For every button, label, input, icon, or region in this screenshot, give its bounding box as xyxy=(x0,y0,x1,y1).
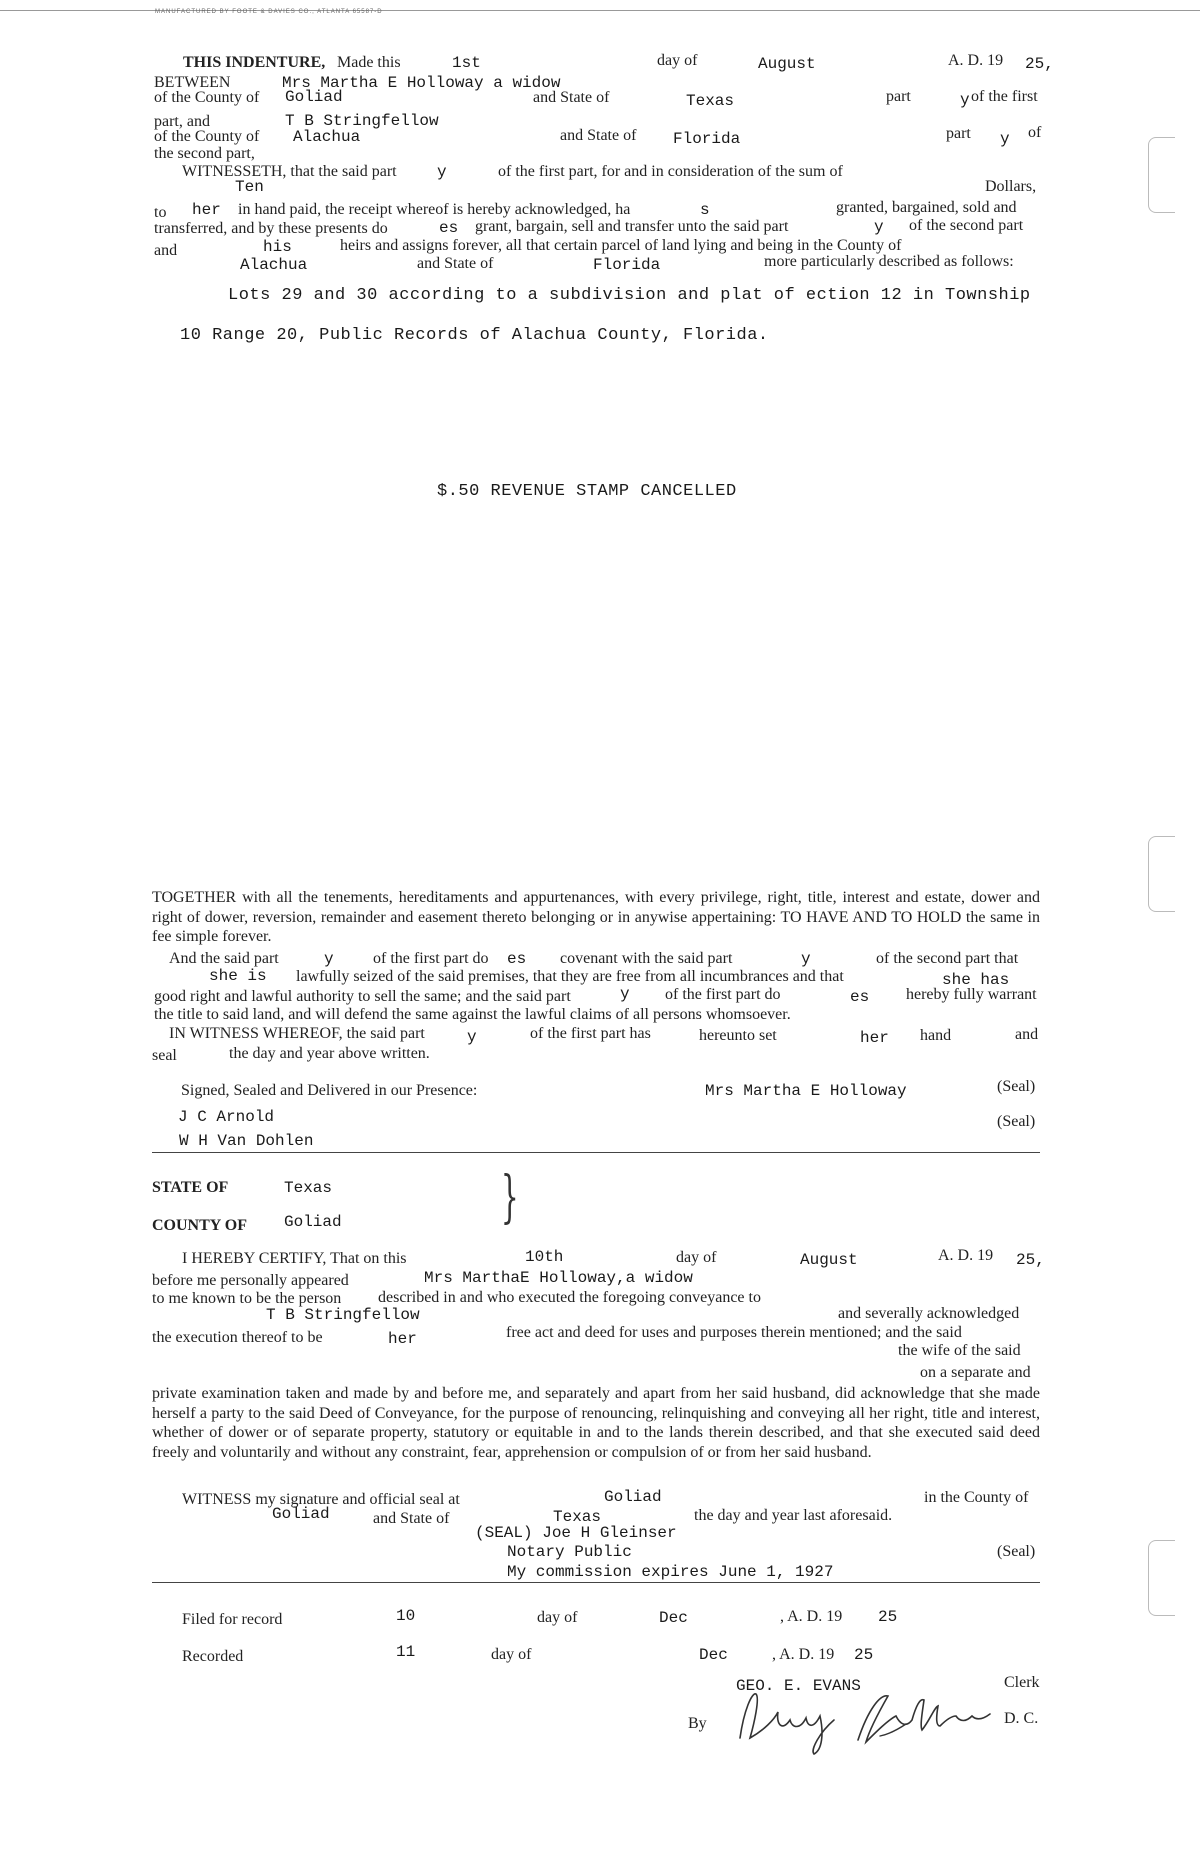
deed-year: 25, xyxy=(1025,55,1054,73)
grantor-pronoun: her xyxy=(192,201,221,219)
county-of-label: COUNTY OF xyxy=(152,1217,247,1234)
witnesseth-label: WITNESSETH, that the said part xyxy=(182,163,397,180)
binder-hole-icon xyxy=(1148,137,1175,213)
notary-name: (SEAL) Joe H Gleinser xyxy=(475,1524,677,1542)
grantor-name: Mrs Martha E Holloway a widow xyxy=(282,74,561,92)
hand-label: hand xyxy=(920,1027,952,1044)
consideration-amount: Ten xyxy=(235,178,264,196)
grantor-pronoun: she has xyxy=(942,971,1010,989)
witness-signature: W H Van Dohlen xyxy=(179,1132,314,1150)
free-act-label: free act and deed for uses and purposes therein mentioned; and the said xyxy=(506,1324,962,1341)
grantor-pronoun: her xyxy=(388,1330,417,1348)
known-label: to me known to be the person xyxy=(152,1290,342,1307)
of-county-label: of the County of xyxy=(154,128,260,145)
seized-clause: lawfully seized of the said premises, that they are free from all incumbrances and that xyxy=(296,968,844,985)
transferred-clause: transferred, and by these presents do xyxy=(154,220,388,237)
grantee-state: Florida xyxy=(673,130,741,148)
grantee-county: Alachua xyxy=(293,128,361,146)
clerk-label: Clerk xyxy=(1004,1674,1040,1691)
does-suffix: es xyxy=(850,988,870,1006)
hereunto-clause: hereunto set xyxy=(699,1027,777,1044)
commission-expiry: My commission expires June 1, 1927 xyxy=(507,1563,834,1581)
property-county: Alachua xyxy=(240,256,308,274)
wife-label: the wife of the said xyxy=(898,1342,1021,1359)
ack-state: Texas xyxy=(284,1179,333,1197)
before-me-label: before me personally appeared xyxy=(152,1272,349,1289)
in-witness-clause: of the first part has xyxy=(530,1025,651,1042)
severally-label: and severally acknowledged xyxy=(838,1305,1020,1322)
revenue-stamp-note: $.50 REVENUE STAMP CANCELLED xyxy=(437,482,737,501)
day-of-label: day of xyxy=(537,1609,578,1626)
consideration-label: of the first part, for and in consideration of the sum of xyxy=(498,163,843,180)
ack-state: Texas xyxy=(553,1508,602,1526)
in-witness-clause: IN WITNESS WHEREOF, the said part xyxy=(169,1025,425,1042)
witness-signature: J C Arnold xyxy=(178,1108,275,1126)
brace-icon: } xyxy=(500,1165,519,1230)
heirs-clause: heirs and assigns forever, all that certain parcel of land lying and being in the County of xyxy=(340,237,902,254)
grantor-signature: Mrs Martha E Holloway xyxy=(705,1082,907,1100)
part-suffix: y xyxy=(324,950,334,968)
of-county-label: of the County of xyxy=(154,89,260,106)
appeared-name: Mrs MarthaE Holloway,a widow xyxy=(424,1269,693,1287)
grantee-pronoun: his xyxy=(263,238,292,256)
and-state-label: and State of xyxy=(373,1510,450,1527)
ad-label: A. D. 19 xyxy=(948,52,1004,69)
ad-label: , A. D. 19 xyxy=(780,1608,843,1625)
part-suffix: y xyxy=(801,950,811,968)
warrant-clause: hereby fully warrant xyxy=(906,986,1037,1003)
deputy-clerk-signature-icon xyxy=(730,1680,1010,1760)
covenant-clause: And the said part xyxy=(169,950,279,967)
does-suffix: es xyxy=(507,950,527,968)
ack-place: Goliad xyxy=(604,1488,662,1506)
authority-clause: of the first part do xyxy=(665,986,781,1003)
and-state-label: and State of xyxy=(417,255,494,272)
filed-day: 10 xyxy=(396,1607,416,1625)
indenture-heading: THIS INDENTURE, xyxy=(183,54,326,71)
and-state-label: and State of xyxy=(560,127,637,144)
second-part-clause: of the second part xyxy=(909,217,1024,234)
part-suffix: y xyxy=(467,1028,477,1046)
grantee-name: T B Stringfellow xyxy=(285,112,439,130)
day-of-label: day of xyxy=(676,1249,717,1266)
signature-rule xyxy=(152,1152,1040,1153)
recorded-label: Recorded xyxy=(182,1648,244,1665)
to-label: to xyxy=(154,204,167,221)
ad-label: A. D. 19 xyxy=(938,1247,994,1264)
ack-year: 25, xyxy=(1016,1251,1045,1269)
second-part-label: the second part, xyxy=(154,145,255,162)
ack-county: Goliad xyxy=(284,1213,342,1231)
filed-label: Filed for record xyxy=(182,1611,283,1628)
part-suffix: y xyxy=(960,91,970,109)
ack-grantee: T B Stringfellow xyxy=(266,1306,420,1324)
day-of-label: day of xyxy=(491,1646,532,1663)
defend-clause: the title to said land, and will defend the same against the lawful claims of all persons whomsoever. xyxy=(154,1006,791,1023)
ack-month: August xyxy=(800,1251,858,1269)
ad-label: , A. D. 19 xyxy=(772,1646,835,1663)
between-label: BETWEEN xyxy=(154,74,231,91)
seal-label: seal xyxy=(152,1047,177,1064)
clerk-name: GEO. E. EVANS xyxy=(736,1677,861,1695)
binder-hole-icon xyxy=(1148,1540,1175,1616)
covenant-clause: of the second part that xyxy=(876,950,1019,967)
deed-day: 1st xyxy=(452,54,481,72)
grantor-pronoun: she is xyxy=(209,967,267,985)
grant-clause: grant, bargain, sell and transfer unto the said part xyxy=(475,218,789,235)
grantor-county: Goliad xyxy=(285,88,343,106)
separate-label: on a separate and xyxy=(920,1364,1031,1381)
grantor-pronoun: her xyxy=(860,1029,889,1047)
recorded-month: Dec xyxy=(699,1646,728,1664)
date-clause: the day and year above written. xyxy=(229,1045,430,1062)
in-county-label: in the County of xyxy=(924,1489,1029,1506)
of-first-label: of the first xyxy=(971,88,1038,105)
covenant-clause: covenant with the said part xyxy=(560,950,733,967)
deed-month: August xyxy=(758,55,816,73)
ack-day: 10th xyxy=(525,1248,564,1266)
together-clause: TOGETHER with all the tenements, hereditaments and appurtenances, with every privilege, right, title, interest and estate, dower and right of dower, reversion, remainder and easement thereto belonging or in anywise appertaining: TO HAVE AND TO HOLD the same in fee simple forever. xyxy=(152,889,1040,945)
property-state: Florida xyxy=(593,256,661,274)
of-label: of xyxy=(1028,124,1042,141)
execution-label: the execution thereof to be xyxy=(152,1329,323,1346)
recorded-year: 25 xyxy=(854,1646,874,1664)
part-suffix: y xyxy=(1000,130,1010,148)
seal-label: (Seal) xyxy=(997,1113,1036,1130)
legal-description-line2: 10 Range 20, Public Records of Alachua County, Florida. xyxy=(180,326,769,345)
notary-title: Notary Public xyxy=(507,1543,632,1561)
has-suffix: s xyxy=(700,201,710,219)
authority-clause: good right and lawful authority to sell the same; and the said part xyxy=(154,988,571,1005)
examination-clause: private examination taken and made by and before me, and separately and apart from her said husband, did acknowledge that she made herself a party to the said Deed of Conveyance, for the purpose of renouncing, relinquishing and conveying all her right, title and interest, whether of dower or of separate property, statutory or equitable in and to the lands therein described, and that she executed said deed freely and voluntarily and without any constraint, fear, apprehension or compulsion of or from her said husband. xyxy=(152,1385,1040,1461)
and-label: and xyxy=(1015,1026,1039,1043)
witness-my-label: WITNESS my signature and official seal at xyxy=(182,1491,460,1508)
described-label: described in and who executed the foregoing conveyance to xyxy=(378,1289,761,1306)
part-label: part xyxy=(886,88,911,105)
certify-label: I HEREBY CERTIFY, That on this xyxy=(182,1250,407,1267)
part-label: part xyxy=(946,125,971,142)
part-suffix: y xyxy=(874,218,884,236)
state-of-label: STATE OF xyxy=(152,1179,229,1196)
notary-rule xyxy=(152,1582,1040,1583)
binder-hole-icon xyxy=(1148,836,1175,912)
made-this-label: Made this xyxy=(337,54,401,71)
deputy-clerk-label: D. C. xyxy=(1004,1710,1039,1727)
filed-year: 25 xyxy=(878,1608,898,1626)
covenant-clause: of the first part do xyxy=(373,950,489,967)
recorded-day: 11 xyxy=(396,1643,416,1661)
and-label: and xyxy=(154,242,178,259)
does-suffix: es xyxy=(439,219,459,237)
filed-month: Dec xyxy=(659,1609,688,1627)
dollars-label: Dollars, xyxy=(985,178,1037,195)
signed-presence-label: Signed, Sealed and Delivered in our Presence: xyxy=(181,1082,478,1099)
seal-label: (Seal) xyxy=(997,1543,1036,1560)
by-label: By xyxy=(688,1715,707,1732)
last-aforesaid-label: the day and year last aforesaid. xyxy=(694,1507,893,1524)
granted-clause: granted, bargained, sold and xyxy=(836,199,1017,216)
described-clause: more particularly described as follows: xyxy=(764,253,1014,270)
grantor-state: Texas xyxy=(686,92,735,110)
seal-label: (Seal) xyxy=(997,1078,1036,1095)
ack-county: Goliad xyxy=(272,1505,330,1523)
part-suffix: y xyxy=(620,985,630,1003)
manufacturer-imprint: MANUFACTURED BY FOOTE & DAVIES CO., ATLANTA 65587-D xyxy=(155,9,383,15)
part-and-label: part, and xyxy=(154,113,210,130)
day-of-label: day of xyxy=(657,52,698,69)
and-state-label: and State of xyxy=(533,89,610,106)
paid-clause: in hand paid, the receipt whereof is hereby acknowledged, ha xyxy=(238,201,631,218)
part-suffix: y xyxy=(437,163,447,181)
legal-description-line1: Lots 29 and 30 according to a subdivision and plat of ection 12 in Township xyxy=(228,286,1031,305)
